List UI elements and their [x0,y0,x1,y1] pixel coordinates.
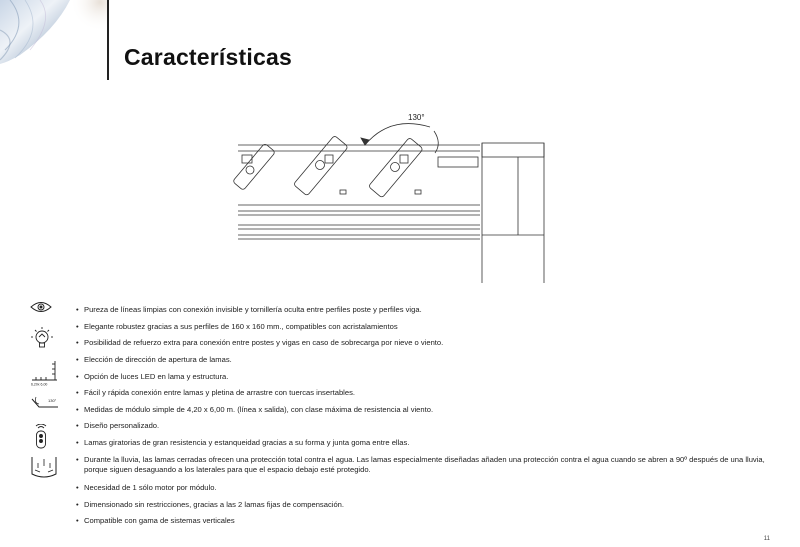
rotation-angle-label: 130° [48,398,57,403]
louver-technical-diagram [230,105,560,285]
led-dimension-icon [30,360,60,391]
angle-label: 130° [408,113,425,122]
corner-decorative-image [0,0,108,80]
page-title: Características [124,44,292,70]
page-number: 11 [763,536,770,542]
eye-icon [30,300,52,319]
water-drainage-icon [30,454,58,485]
led-dimension-label: 6,20x 6,00 [31,382,48,386]
header-divider-line [107,0,109,80]
rotation-angle-icon [30,395,60,420]
remote-control-icon [30,424,52,455]
lightbulb-icon [30,326,54,357]
